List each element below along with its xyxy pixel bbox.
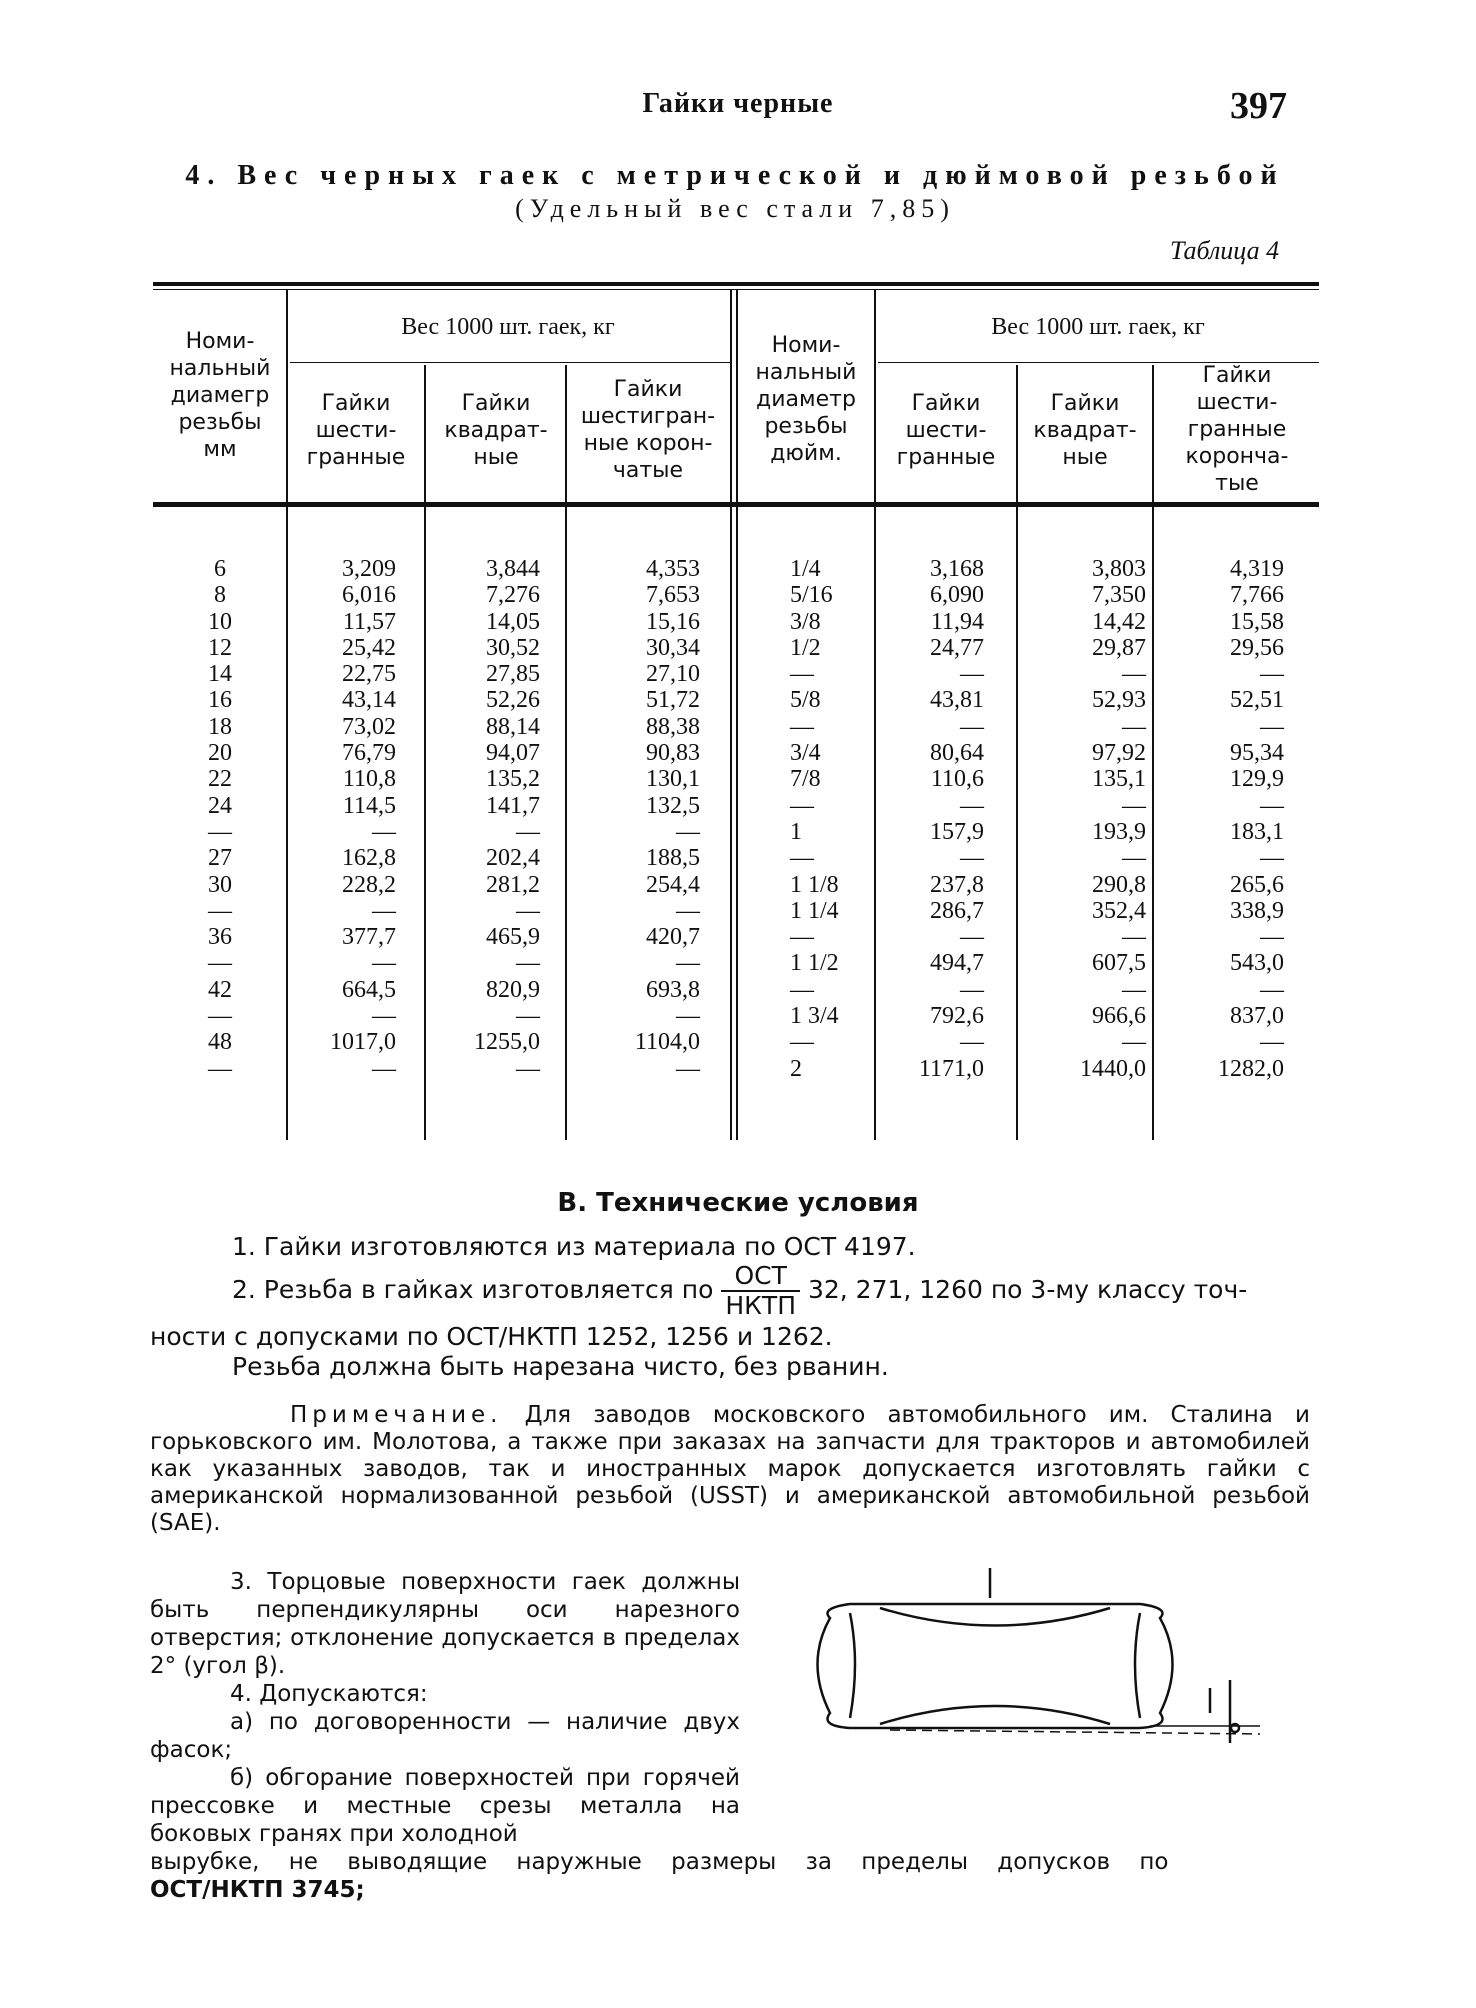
nut-right-face — [1135, 1613, 1140, 1718]
table-cell: — — [960, 1029, 984, 1056]
table-cell: 20 — [208, 740, 232, 767]
table-cell: 1255,0 — [474, 1029, 540, 1056]
section-subtitle: (Удельный вес стали 7,85) — [515, 194, 955, 223]
table-cell: 338,9 — [1230, 897, 1284, 924]
table-cell: — — [1122, 1029, 1146, 1056]
tech-paragraph-4b-line2: вырубке, не выводящие наружные размеры за пределы допусков по — [150, 1849, 1169, 1875]
table-cell: 4,353 — [646, 556, 700, 582]
table-cell: 95,34 — [1230, 740, 1284, 767]
table-cell: 27,85 — [486, 661, 540, 688]
table-cell: — — [516, 818, 540, 845]
inch-diam-header: Номи- нальный диаметр резьбы дюйм. — [755, 333, 857, 466]
table-cell: 42 — [208, 976, 232, 1003]
table-cell: — — [960, 661, 984, 688]
table-cell: 377,7 — [342, 924, 396, 951]
table-cell: 27 — [208, 845, 232, 872]
table-cell: 18 — [208, 713, 232, 740]
table-cell: — — [1260, 792, 1284, 819]
tech-paragraph-4b: б) обгорание поверхностей при горячей прессовке и местные срезы металла на боковых гранях при холодной — [150, 1765, 740, 1847]
table-cell: — — [1122, 792, 1146, 819]
table-cell: 7,653 — [646, 582, 700, 609]
table-cell: 664,5 — [342, 976, 396, 1003]
table-cell: — — [1260, 924, 1284, 951]
table-cell: — — [790, 924, 814, 951]
table-cell: 135,1 — [1092, 766, 1146, 793]
col-rule-2 — [424, 365, 426, 1140]
table-cell: 130,1 — [646, 766, 700, 793]
table-cell: 16 — [208, 687, 232, 714]
table-cell: — — [1260, 713, 1284, 740]
table-cell: 80,64 — [930, 740, 984, 767]
table-cell: 15,16 — [646, 608, 700, 635]
note-text: Для заводов московского автомобильного им. Сталина и горьковского им. Молотова, а также при заказах на запчасти для тракторов и автомобилей как указанных заводов, так и иностранных марок допускается изготовлять гайки с американской нормализованной резьбой (USST) и американской автомобильной резьбой (SAE). — [150, 1402, 1310, 1536]
table-cell: — — [790, 792, 814, 819]
inch-crown-col — [1160, 556, 1284, 1082]
col-rule-3 — [565, 365, 567, 1140]
table-cell: 52,93 — [1092, 687, 1146, 714]
table-cell: — — [516, 950, 540, 977]
table-cell: — — [960, 713, 984, 740]
table-cell: 90,83 — [646, 740, 700, 767]
table-cell: — — [372, 950, 396, 977]
table-label: Таблица 4 — [1170, 236, 1280, 265]
table-cell: 24 — [208, 792, 232, 819]
table-cell: 465,9 — [486, 924, 540, 951]
table-cell: 157,9 — [930, 818, 984, 845]
table-cell: 607,5 — [1092, 950, 1146, 977]
metric-hex-header: Гайки шести- гранные — [306, 391, 406, 470]
table-cell: — — [790, 845, 814, 872]
table-cell: — — [1260, 845, 1284, 872]
inch-square-header: Гайки квадрат- ные — [1033, 391, 1137, 470]
table-cell: 30,52 — [486, 634, 540, 661]
axis-dashed-line — [890, 1730, 1260, 1734]
table-cell: 7/8 — [790, 766, 821, 793]
table-cell: 48 — [208, 1029, 232, 1056]
table-cell: 8 — [214, 582, 226, 609]
table-cell: 7,276 — [486, 582, 540, 609]
table-cell: 281,2 — [486, 871, 540, 898]
p2-before: 2. Резьба в гайках изготовляется по — [232, 1275, 714, 1304]
table-cell: 52,26 — [486, 687, 540, 714]
table-cell: 183,1 — [1230, 818, 1284, 845]
table-cell: 290,8 — [1092, 871, 1146, 898]
table-cell: 2 — [790, 1055, 802, 1082]
inch-hex-header: Гайки шести- гранные — [896, 391, 996, 470]
table-cell: 97,92 — [1092, 740, 1146, 767]
table-cell: — — [372, 818, 396, 845]
col-rule-6 — [1016, 365, 1018, 1140]
table-cell: 135,2 — [486, 766, 540, 793]
table-cell: — — [790, 661, 814, 688]
table-cell: — — [516, 897, 540, 924]
tech-paragraph-1: 1. Гайки изготовляются из материала по ОСТ 4197. — [232, 1232, 916, 1261]
nut-drawing — [790, 1568, 1310, 1768]
ost-fraction-den: НКТП — [725, 1291, 796, 1320]
table-cell: — — [1122, 924, 1146, 951]
table-cell: 820,9 — [486, 976, 540, 1003]
table-cell: 265,6 — [1230, 871, 1284, 898]
table-cell: — — [1122, 661, 1146, 688]
table-cell: 12 — [208, 634, 232, 661]
col-rule-4b — [736, 290, 738, 1140]
table-cell: 202,4 — [486, 845, 540, 872]
table-cell: 228,2 — [342, 871, 396, 898]
table-cell: 14,05 — [486, 608, 540, 635]
table-cell: 141,7 — [486, 792, 540, 819]
inch-diam-col — [790, 556, 874, 1082]
col-rule-1 — [286, 290, 288, 1140]
table-cell: 792,6 — [930, 1003, 984, 1030]
table-cell: 15,58 — [1230, 608, 1284, 635]
table-cell: — — [1122, 976, 1146, 1003]
table-cell: 1171,0 — [918, 1055, 984, 1082]
table-cell: 1440,0 — [1080, 1055, 1146, 1082]
nut-bottom-chamfer — [880, 1706, 1110, 1724]
table-cell: 237,8 — [930, 871, 984, 898]
metric-crown-header: Гайки шестигран- ные корон- чатые — [580, 377, 716, 483]
table-cell: 110,6 — [930, 766, 984, 793]
table-cell: 966,6 — [1092, 1003, 1146, 1030]
running-title: Гайки черные — [642, 88, 834, 119]
table-cell: 11,94 — [930, 608, 984, 635]
table-cell: — — [1260, 1029, 1284, 1056]
table-cell: 3/8 — [790, 608, 821, 635]
table-cell: 543,0 — [1230, 950, 1284, 977]
table-cell: — — [1122, 845, 1146, 872]
tech-paragraph-4: 4. Допускаются: — [230, 1681, 428, 1707]
table-cell: 10 — [208, 608, 232, 635]
table-cell: 494,7 — [930, 950, 984, 977]
table-top-rule — [153, 282, 1319, 286]
table-cell: 88,38 — [646, 713, 700, 740]
table-cell: — — [1260, 661, 1284, 688]
table-cell: 6,090 — [930, 582, 984, 609]
table-cell: 29,56 — [1230, 634, 1284, 661]
table-cell: — — [1260, 976, 1284, 1003]
nut-outline — [818, 1604, 1173, 1728]
table-cell: 352,4 — [1092, 897, 1146, 924]
table-cell: 25,42 — [342, 634, 396, 661]
table-cell: — — [208, 1055, 232, 1082]
table-cell: — — [676, 897, 700, 924]
table-cell: 837,0 — [1230, 1003, 1284, 1030]
table-cell: 3,168 — [930, 556, 984, 582]
col-rule-5 — [874, 290, 876, 1140]
table-cell: — — [372, 1055, 396, 1082]
inch-square-col — [1020, 556, 1146, 1082]
table-cell: — — [676, 818, 700, 845]
table-cell: 51,72 — [646, 687, 700, 714]
tech-paragraph-2 — [232, 1262, 1332, 1320]
table-cell: — — [372, 897, 396, 924]
metric-crown-col — [572, 556, 700, 1082]
note — [150, 1402, 1310, 1537]
ost-fraction — [721, 1262, 800, 1320]
table-cell: 693,8 — [646, 976, 700, 1003]
table-cell: 5/16 — [790, 582, 833, 609]
table-cell: — — [372, 1003, 396, 1030]
table-cell: 3,209 — [342, 556, 396, 582]
tech-paragraph-4a: а) по договоренности — наличие двух фасок; — [150, 1709, 740, 1763]
tech-conditions-title: В. Технические условия — [557, 1188, 919, 1218]
table-cell: — — [960, 792, 984, 819]
table-cell: 3/4 — [790, 740, 821, 767]
table-cell: 94,07 — [486, 740, 540, 767]
metric-diam-col — [160, 556, 280, 1082]
metric-group-header: Вес 1000 шт. гаек, кг — [401, 314, 615, 340]
table-cell: — — [960, 845, 984, 872]
table-cell: 27,10 — [646, 661, 700, 688]
col-rule-4a — [730, 290, 732, 1140]
table-cell: 1104,0 — [634, 1029, 700, 1056]
table-cell: — — [208, 1003, 232, 1030]
table-cell: — — [208, 818, 232, 845]
section-title: 4. Вес черных гаек с метрической и дюймовой резьбой — [185, 160, 1285, 191]
metric-hex-col — [296, 556, 396, 1082]
note-label: Примечание. — [290, 1402, 503, 1428]
table-cell: 7,350 — [1092, 582, 1146, 609]
table-cell: 88,14 — [486, 713, 540, 740]
table-cell: 254,4 — [646, 871, 700, 898]
inch-group-header: Вес 1000 шт. гаек, кг — [991, 314, 1205, 340]
col-rule-7 — [1152, 365, 1154, 1140]
table-cell: — — [960, 924, 984, 951]
table-cell: 162,8 — [342, 845, 396, 872]
table-cell: 1/4 — [790, 556, 821, 582]
table-cell: — — [676, 1003, 700, 1030]
table-cell: — — [676, 950, 700, 977]
table-cell: 7,766 — [1230, 582, 1284, 609]
nut-left-face — [850, 1613, 855, 1718]
table-cell: — — [516, 1003, 540, 1030]
table-cell: — — [790, 976, 814, 1003]
table-cell: 1 1/8 — [790, 871, 839, 898]
table-cell: 286,7 — [930, 897, 984, 924]
table-cell: 73,02 — [342, 713, 396, 740]
table-cell: 14,42 — [1092, 608, 1146, 635]
table-cell: 1 3/4 — [790, 1003, 839, 1030]
table-cell: 114,5 — [342, 792, 396, 819]
table-cell: 6 — [214, 556, 226, 582]
table-cell: 24,77 — [930, 634, 984, 661]
table-cell: 30 — [208, 871, 232, 898]
table-cell: 76,79 — [342, 740, 396, 767]
table-cell: — — [960, 976, 984, 1003]
table-cell: 3,803 — [1092, 556, 1146, 582]
table-cell: 1 1/4 — [790, 897, 839, 924]
tech-paragraph-4b-line3: ОСТ/НКТП 3745; — [150, 1877, 365, 1903]
table-cell: — — [516, 1055, 540, 1082]
table-cell: 3,844 — [486, 556, 540, 582]
table-cell: 1 — [790, 818, 802, 845]
table-cell: — — [790, 1029, 814, 1056]
table-cell: 6,016 — [342, 582, 396, 609]
table-cell: 1 1/2 — [790, 950, 839, 977]
table-cell: 14 — [208, 661, 232, 688]
table-cell: 36 — [208, 924, 232, 951]
table-cell: — — [790, 713, 814, 740]
table-cell: 420,7 — [646, 924, 700, 951]
table-cell: — — [208, 897, 232, 924]
table-cell: 29,87 — [1092, 634, 1146, 661]
table-cell: 52,51 — [1230, 687, 1284, 714]
table-cell: 43,14 — [342, 687, 396, 714]
tech-paragraph-2-line2: ности с допусками по ОСТ/НКТП 1252, 1256 и 1262. — [150, 1322, 833, 1351]
metric-group-rule — [290, 362, 730, 363]
table-cell: 11,57 — [342, 608, 396, 635]
metric-square-col — [432, 556, 540, 1082]
inch-crown-header: Гайки шести- гранные корончa- тые — [1185, 363, 1289, 496]
page-number: 397 — [1230, 85, 1287, 127]
tech-paragraph-3: 3. Торцовые поверхности гаек должны быть перпендикулярны оси нарезного отверстия; отклонение допускается в пределах 2° (угол β). — [150, 1569, 740, 1679]
metric-diam-header: Номи- нальный диамегр резьбы мм — [169, 329, 271, 462]
table-cell: 1017,0 — [330, 1029, 396, 1056]
table-cell: 1/2 — [790, 634, 821, 661]
table-cell: 5/8 — [790, 687, 821, 714]
table-cell: — — [208, 950, 232, 977]
ost-fraction-num: ОСТ — [721, 1262, 800, 1292]
dim-point — [1231, 1724, 1239, 1732]
table-cell: 22,75 — [342, 661, 396, 688]
p2-after: 32, 271, 1260 по 3-му классу точ- — [807, 1275, 1248, 1304]
table-cell: — — [1122, 713, 1146, 740]
metric-square-header: Гайки квадрат- ные — [444, 391, 548, 470]
tech-paragraph-2-line3: Резьба должна быть нарезана чисто, без рванин. — [232, 1352, 889, 1381]
table-cell: 1282,0 — [1218, 1055, 1284, 1082]
table-cell: — — [676, 1055, 700, 1082]
table-cell: 22 — [208, 766, 232, 793]
table-cell: 188,5 — [646, 845, 700, 872]
table-cell: 30,34 — [646, 634, 700, 661]
table-cell: 4,319 — [1230, 556, 1284, 582]
table-cell: 110,8 — [342, 766, 396, 793]
table-cell: 132,5 — [646, 792, 700, 819]
table-cell: 43,81 — [930, 687, 984, 714]
table-cell: 129,9 — [1230, 766, 1284, 793]
inch-hex-col — [880, 556, 984, 1082]
nut-top-chamfer — [880, 1608, 1110, 1626]
table-cell: 193,9 — [1092, 818, 1146, 845]
